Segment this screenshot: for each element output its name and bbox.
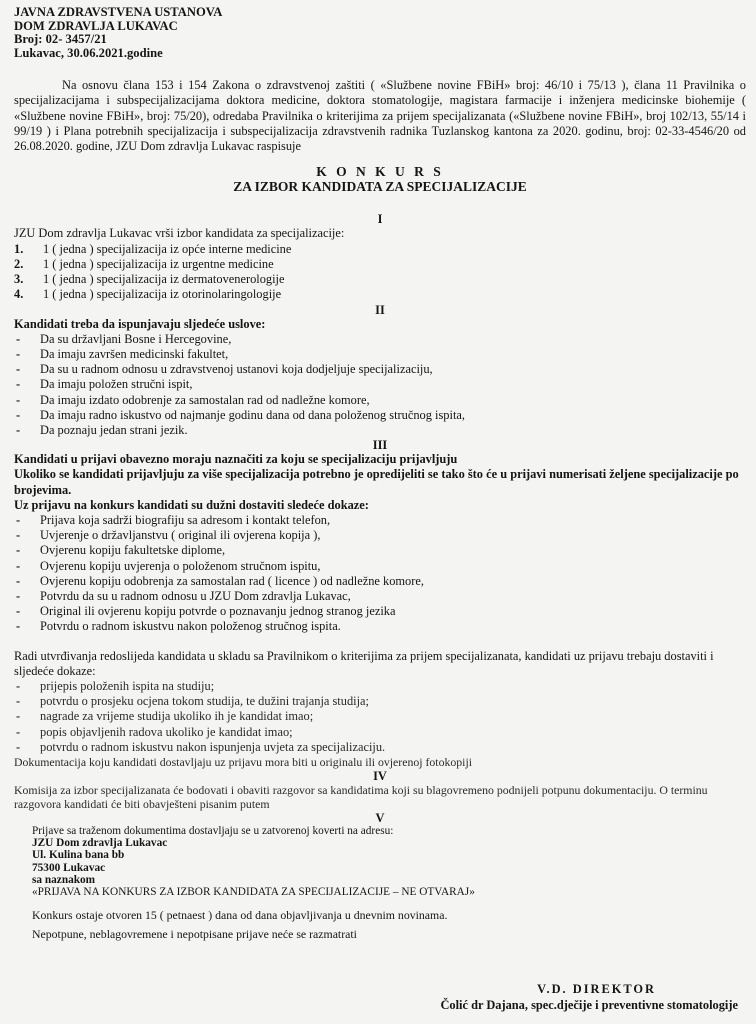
signature-title: V.D. DIREKTOR bbox=[537, 982, 656, 996]
list-item: 3. 1 ( jedna ) specijalizacija iz dermatovenerologije bbox=[14, 272, 285, 287]
list-item: - Ovjerenu kopiju uvjerenja o položenom stručnom ispitu, bbox=[14, 559, 746, 574]
list-item: - nagrade za vrijeme studija ukoliko ih je kandidat imao; bbox=[14, 709, 746, 724]
section-heading-5: V bbox=[375, 810, 385, 825]
list-item: - Uvjerenje o državljanstvu ( original ili ovjerena kopija ), bbox=[14, 528, 746, 543]
section3-note-1: Kandidati u prijavi obavezno moraju naznačiti za koju se specijalizaciju prijavljuju bbox=[14, 452, 458, 467]
list-item: - popis objavljenih radova ukoliko je kandidat imao; bbox=[14, 725, 746, 740]
document-number: Broj: 02- 3457/21 bbox=[14, 32, 107, 46]
list-item: - Potvrdu o radnom iskustvu nakon položenog stručnog ispita. bbox=[14, 619, 746, 634]
document-title: K O N K U R S bbox=[316, 164, 444, 180]
envelope-marking: «PRIJAVA NA KONKURS ZA IZBOR KANDIDATA ZA SPECIJALIZACIJE – NE OTVARAJ» bbox=[32, 886, 475, 898]
facility-name: DOM ZDRAVLJA LUKAVAC bbox=[14, 18, 178, 33]
documentation-note: Dokumentacija koju kandidati dostavljaju uz prijavu mora biti u originalu ili ovjerenoj fotokopiji bbox=[14, 754, 473, 769]
section3-note-3: Uz prijavu na konkurs kandidati su dužni dostaviti sledeće dokaze: bbox=[14, 497, 369, 512]
list-item: - Ovjerenu kopiju fakultetske diplome, bbox=[14, 543, 746, 558]
institution-name: JAVNA ZDRAVSTVENA USTANOVA bbox=[14, 5, 223, 19]
list-item: - Ovjerenu kopiju odobrenja za samostalan rad ( licence ) od nadležne komore, bbox=[14, 574, 746, 589]
conditions-list bbox=[14, 332, 746, 438]
list-item: - Da imaju položen stručni ispit, bbox=[14, 377, 746, 392]
list-item: - Da imaju završen medicinski fakultet, bbox=[14, 347, 746, 362]
section-heading-3: III bbox=[372, 438, 388, 453]
section-heading-2: II bbox=[375, 302, 385, 317]
signatory-name: Čolić dr Dajana, spec.dječije i preventivne stomatologije bbox=[440, 998, 738, 1012]
list-item: - potvrdu o radnom iskustvu nakon ispunjenja uvjeta za specijalizaciju. bbox=[14, 740, 746, 755]
closing-notes bbox=[14, 906, 746, 944]
section1-lead: JZU Dom zdravlja Lukavac vrši izbor kandidata za specijalizacije: bbox=[14, 226, 345, 241]
list-item: - Da su u radnom odnosu u zdravstvenoj ustanovi koja dodjeljuje specijalizaciju, bbox=[14, 362, 746, 377]
section3-note-2: Ukoliko se kandidati prijavljuju za više specijalizacija potrebno je opredijeliti se tako što će u prijavi numerisati željene specijalizacije po brojevima. bbox=[14, 467, 739, 497]
section-heading-1: I bbox=[377, 212, 383, 227]
list-item: 1. 1 ( jedna ) specijalizacija iz opće interne medicine bbox=[14, 241, 292, 256]
commission-paragraph: Komisija za izbor specijalizanata će bodovati i obaviti razgovor sa kandidatima koji su blagovremeno podnijeli potpunu dokumentaciju. O terminu razgovora kandidati će biti obavješteni pisanim putem bbox=[14, 782, 708, 811]
submission-lead: Prijave sa traženom dokumentima dostavljaju se u zatvorenoj koverti na adresu: bbox=[32, 824, 394, 837]
ranking-paragraph: Radi utvrđivanja redoslijeda kandidata u skladu sa Pravilnikom o kriterijima za prijem specijalizanata, kandidati uz prijavu trebaju dostaviti i sljedeće dokaze: bbox=[14, 648, 714, 678]
address-line: JZU Dom zdravlja Lukavac bbox=[32, 837, 168, 850]
address-line: 75300 Lukavac bbox=[32, 861, 106, 874]
document-subtitle: ZA IZBOR KANDIDATA ZA SPECIJALIZACIJE bbox=[233, 179, 527, 195]
address-line: sa naznakom bbox=[32, 873, 96, 886]
list-item: - potvrdu o prosjeku ocjena tokom studija, te dužini trajanja studija; bbox=[14, 694, 746, 709]
list-item: - Da poznaju jedan strani jezik. bbox=[14, 423, 746, 438]
section2-lead: Kandidati treba da ispunjavaju sljedeće uslove: bbox=[14, 316, 266, 331]
place-date: Lukavac, 30.06.2021.godine bbox=[14, 45, 163, 60]
specialization-list bbox=[14, 242, 746, 303]
documents-list bbox=[14, 513, 746, 635]
incomplete-line: Nepotpune, neblagovremene i nepotpisane prijave neće se razmatrati bbox=[32, 927, 357, 942]
address-line: Ul. Kulina bana bb bbox=[32, 849, 125, 862]
list-item: 4. 1 ( jedna ) specijalizacija iz otorinolaringologije bbox=[14, 287, 282, 302]
list-item: - Prijava koja sadrži biografiju sa adresom i kontakt telefon, bbox=[14, 513, 746, 528]
list-item: - prijepis položenih ispita na studiju; bbox=[14, 679, 746, 694]
list-item: - Original ili ovjerenu kopiju potvrde o poznavanju jednog stranog jezika bbox=[14, 604, 746, 619]
deadline-line: Konkurs ostaje otvoren 15 ( petnaest ) dana od dana objavljivanja u dnevnim novinama. bbox=[32, 908, 448, 923]
list-item: - Da imaju izdato odobrenje za samostalan rad od nadležne komore, bbox=[14, 393, 746, 408]
intro-paragraph: Na osnovu člana 153 i 154 Zakona o zdravstvenoj zaštiti ( «Službene novine FBiH» broj: 46/10 i 75/13 ), člana 11 Pravilnika o specijalizacijama i subspecijalizacijama doktora medicine, doktora stomatologije, magistara farmacije i inženjera medicinske biohemije ( «Službene novine FBiH», broj: 75/20), odredaba Pravilnika o kriterijima za prijem specijalizanata («Službene novine FBiH», broj 102/13, 55/14 i 99/19 ) i Plana potrebnih specijalizacija i subspecijalizacija zdravstvenih radnika Tuzlanskog kantona za 2020. godinu, broj: 02-33-4546/20 od 26.08.2020. godine, JZU Dom zdravlja Lukavac raspisuje bbox=[14, 78, 746, 154]
list-item: - Da imaju radno iskustvo od najmanje godinu dana od dana položenog stručnog ispita, bbox=[14, 408, 746, 423]
submission-address bbox=[14, 825, 746, 898]
ranking-documents-list bbox=[14, 679, 746, 755]
list-item: - Potvrdu da su u radnom odnosu u JZU Dom zdravlja Lukavac, bbox=[14, 589, 746, 604]
list-item: - Da su državljani Bosne i Hercegovine, bbox=[14, 332, 746, 347]
section-heading-4: IV bbox=[373, 768, 387, 783]
letterhead bbox=[14, 6, 746, 60]
list-item: 2. 1 ( jedna ) specijalizacija iz urgentne medicine bbox=[14, 256, 274, 271]
